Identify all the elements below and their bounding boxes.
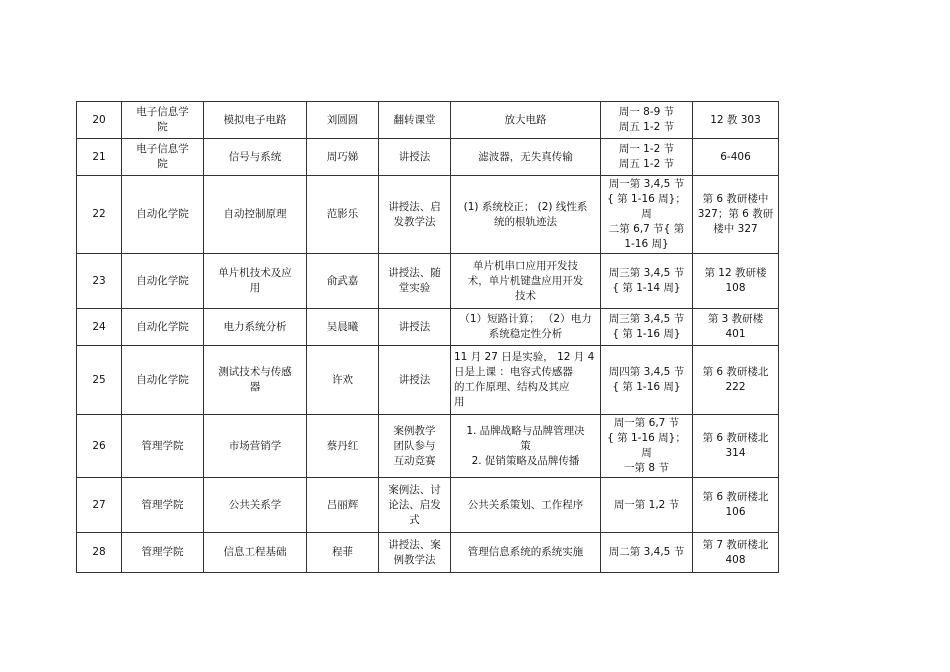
room-cell: 第 12 教研楼 108 bbox=[693, 254, 779, 309]
row-number: 23 bbox=[77, 254, 122, 309]
time-cell: 周一第 3,4,5 节 { 第 1-16 周}；周 二第 6,7 节{ 第 1-16 周} bbox=[601, 176, 693, 254]
time-cell: 周一第 1,2 节 bbox=[601, 478, 693, 533]
teacher-cell: 俞武嘉 bbox=[307, 254, 379, 309]
room-cell: 第 3 教研楼 401 bbox=[693, 309, 779, 346]
teacher-cell: 蔡丹红 bbox=[307, 415, 379, 478]
method-cell: 讲授法、随 堂实验 bbox=[379, 254, 451, 309]
table-row bbox=[77, 533, 779, 573]
content-cell: 1. 品牌战略与品牌管理决 策 2. 促销策略及品牌传播 bbox=[451, 415, 601, 478]
content-cell: (1) 系统校正； (2) 线性系 统的根轨迹法 bbox=[451, 176, 601, 254]
course-cell: 单片机技术及应 用 bbox=[204, 254, 307, 309]
college-cell: 电子信息学 院 bbox=[122, 139, 204, 176]
table-row bbox=[77, 415, 779, 478]
room-cell: 第 6 教研楼中 327；第 6 教研 楼中 327 bbox=[693, 176, 779, 254]
time-cell: 周三第 3,4,5 节 { 第 1-14 周} bbox=[601, 254, 693, 309]
room-cell: 6-406 bbox=[693, 139, 779, 176]
room-cell: 12 教 303 bbox=[693, 102, 779, 139]
method-cell: 讲授法、启 发教学法 bbox=[379, 176, 451, 254]
row-number: 26 bbox=[77, 415, 122, 478]
room-cell: 第 6 教研楼北 314 bbox=[693, 415, 779, 478]
content-cell: 11 月 27 日是实验， 12 月 4 日是上课 ：电容式传感器 的工作原理、结构及其应 用 bbox=[451, 346, 601, 415]
course-cell: 自动控制原理 bbox=[204, 176, 307, 254]
content-cell: 管理信息系统的系统实施 bbox=[451, 533, 601, 573]
course-cell: 公共关系学 bbox=[204, 478, 307, 533]
college-cell: 电子信息学 院 bbox=[122, 102, 204, 139]
teacher-cell: 刘圆圆 bbox=[307, 102, 379, 139]
college-cell: 自动化学院 bbox=[122, 346, 204, 415]
table-row bbox=[77, 254, 779, 309]
content-cell: 放大电路 bbox=[451, 102, 601, 139]
content-cell: 公共关系策划、工作程序 bbox=[451, 478, 601, 533]
row-number: 25 bbox=[77, 346, 122, 415]
room-cell: 第 6 教研楼北 222 bbox=[693, 346, 779, 415]
room-cell: 第 6 教研楼北 106 bbox=[693, 478, 779, 533]
college-cell: 自动化学院 bbox=[122, 309, 204, 346]
college-cell: 管理学院 bbox=[122, 533, 204, 573]
method-cell: 案例法、讨 论法、启发 式 bbox=[379, 478, 451, 533]
content-cell: 单片机串口应用开发技 术，单片机键盘应用开发 技术 bbox=[451, 254, 601, 309]
row-number: 28 bbox=[77, 533, 122, 573]
method-cell: 翻转课堂 bbox=[379, 102, 451, 139]
time-cell: 周一 8-9 节 周五 1-2 节 bbox=[601, 102, 693, 139]
course-cell: 市场营销学 bbox=[204, 415, 307, 478]
table-row bbox=[77, 139, 779, 176]
row-number: 27 bbox=[77, 478, 122, 533]
teacher-cell: 范影乐 bbox=[307, 176, 379, 254]
content-cell: （1）短路计算； （2）电力 系统稳定性分析 bbox=[451, 309, 601, 346]
teacher-cell: 程菲 bbox=[307, 533, 379, 573]
course-cell: 信息工程基础 bbox=[204, 533, 307, 573]
method-cell: 案例教学 团队参与 互动竞赛 bbox=[379, 415, 451, 478]
time-cell: 周二第 3,4,5 节 bbox=[601, 533, 693, 573]
row-number: 21 bbox=[77, 139, 122, 176]
method-cell: 讲授法 bbox=[379, 309, 451, 346]
teacher-cell: 吕丽辉 bbox=[307, 478, 379, 533]
time-cell: 周三第 3,4,5 节 { 第 1-16 周} bbox=[601, 309, 693, 346]
content-cell: 滤波器，无失真传输 bbox=[451, 139, 601, 176]
course-cell: 信号与系统 bbox=[204, 139, 307, 176]
schedule-table bbox=[76, 101, 779, 573]
room-cell: 第 7 教研楼北 408 bbox=[693, 533, 779, 573]
table-row bbox=[77, 346, 779, 415]
method-cell: 讲授法 bbox=[379, 139, 451, 176]
method-cell: 讲授法 bbox=[379, 346, 451, 415]
table-row bbox=[77, 176, 779, 254]
teacher-cell: 周巧娣 bbox=[307, 139, 379, 176]
college-cell: 管理学院 bbox=[122, 478, 204, 533]
college-cell: 自动化学院 bbox=[122, 176, 204, 254]
schedule-sheet bbox=[76, 101, 779, 573]
time-cell: 周一第 6,7 节 { 第 1-16 周}；周 一第 8 节 bbox=[601, 415, 693, 478]
college-cell: 管理学院 bbox=[122, 415, 204, 478]
course-cell: 模拟电子电路 bbox=[204, 102, 307, 139]
table-row bbox=[77, 309, 779, 346]
college-cell: 自动化学院 bbox=[122, 254, 204, 309]
method-cell: 讲授法、案 例教学法 bbox=[379, 533, 451, 573]
row-number: 22 bbox=[77, 176, 122, 254]
time-cell: 周四第 3,4,5 节 { 第 1-16 周} bbox=[601, 346, 693, 415]
row-number: 20 bbox=[77, 102, 122, 139]
table-row bbox=[77, 102, 779, 139]
course-cell: 测试技术与传感 器 bbox=[204, 346, 307, 415]
course-cell: 电力系统分析 bbox=[204, 309, 307, 346]
teacher-cell: 吴晨曦 bbox=[307, 309, 379, 346]
time-cell: 周一 1-2 节 周五 1-2 节 bbox=[601, 139, 693, 176]
teacher-cell: 许欢 bbox=[307, 346, 379, 415]
row-number: 24 bbox=[77, 309, 122, 346]
table-row bbox=[77, 478, 779, 533]
